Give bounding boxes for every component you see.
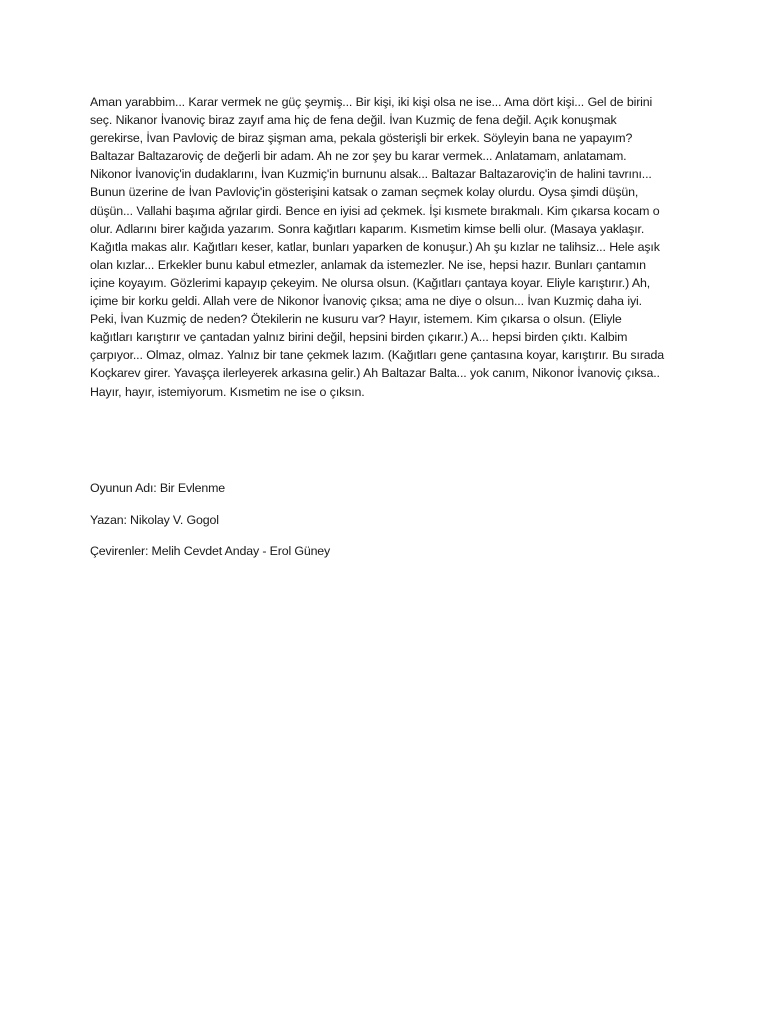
text-line: Koçkarev girer. Yavaşça ilerleyerek arkasına gelir.) Ah Baltazar Balta... yok canım, Nikonor İvanoviç çıksa..: [90, 366, 660, 381]
monologue-paragraph: [90, 93, 680, 401]
text-line: Bunun üzerine de İvan Pavloviç'in gösterişini katsak o zaman seçmek kolay olurdu. Oysa şimdi düşün,: [90, 185, 639, 200]
text-line: Baltazar Baltazaroviç de değerli bir adam. Ah ne zor şey bu karar vermek... Anlatamam, anlatamam.: [90, 149, 627, 164]
text-line: gerekirse, İvan Pavloviç de biraz şişman ama, pekala gösterişli bir erkek. Söyleyin bana ne yapayım?: [90, 131, 633, 146]
text-line: içine koyayım. Gözlerimi kapayıp çekeyim. Ne olursa olsun. (Kağıtları çantaya koyar. Eliyle karıştırır.) Ah,: [90, 275, 651, 290]
play-title: Oyunun Adı: Bir Evlenme: [90, 481, 225, 495]
translators-line: Çevirenler: Melih Cevdet Anday - Erol Güney: [90, 544, 331, 558]
text-line: seç. Nikanor İvanoviç biraz zayıf ama hiç de fena değil. İvan Kuzmiç de fena değil. Açık konuşmak: [90, 113, 617, 128]
text-line: olan kızlar... Erkekler bunu kabul etmezler, anlamak da istemezler. Ne ise, hepsi hazır. Bunları çantamın: [90, 257, 646, 272]
text-line: içime bir korku geldi. Allah vere de Nikonor İvanoviç çıksa; ama ne diye o olsun... İvan Kuzmiç daha iyi.: [90, 294, 642, 309]
credits-block: [90, 479, 680, 574]
text-line: kağıtları karıştırır ve çantadan yalnız birini değil, hepsini birden çıkarır.) A... hepsi birden çıktı. Kalbim: [90, 330, 628, 345]
text-line: olur. Adlarını birer kağıda yazarım. Sonra kağıtları kaparım. Kısmetim kimse belli olur. (Masaya yaklaşır.: [90, 221, 645, 236]
text-line: Kağıtla makas alır. Kağıtları keser, katlar, bunları yaparken de konuşur.) Ah şu kızlar ne talihsiz... Hele aşık: [90, 239, 660, 254]
text-line: Peki, İvan Kuzmiç de neden? Ötekilerin ne kusuru var? Hayır, istemem. Kim çıkarsa o olsun. (Eliyle: [90, 312, 622, 327]
text-line: Aman yarabbim... Karar vermek ne güç şeymiş... Bir kişi, iki kişi olsa ne ise... Ama dört kişi... Gel de birini: [90, 95, 653, 109]
text-line: Hayır, hayır, istemiyorum. Kısmetim ne ise o çıksın.: [90, 384, 365, 399]
text-line: çarpıyor... Olmaz, olmaz. Yalnız bir tane çekmek lazım. (Kağıtları gene çantasına koyar, karıştırır. Bu sırada: [90, 348, 664, 363]
text-line: Nikonor İvanoviç'in dudaklarını, İvan Kuzmiç'in burnunu alsak... Baltazar Baltazaroviç'in de halini tavrını...: [90, 167, 652, 182]
text-line: düşün... Vallahi başıma ağrılar girdi. Bence en iyisi ad çekmek. İşi kısmete bırakmalı. Kim çıkarsa kocam o: [90, 203, 660, 218]
author-line: Yazan: Nikolay V. Gogol: [90, 512, 219, 527]
